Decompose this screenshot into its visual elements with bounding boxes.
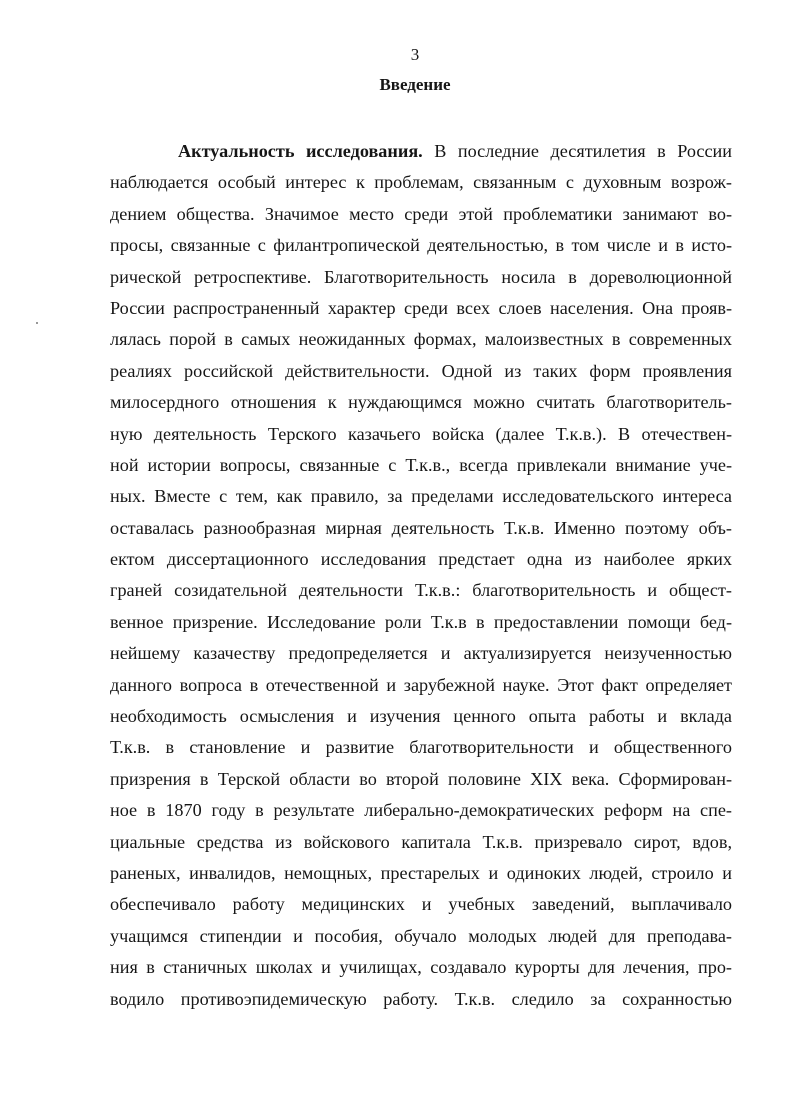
body-text	[110, 136, 732, 1015]
text-line: циальные средства из войскового капитала Т.к.в. призревало сирот, вдов,	[110, 831, 732, 852]
text-line: ную деятельность Терского казачьего войска (далее Т.к.в.). В отечествен-	[110, 423, 732, 444]
text-line: раненых, инвалидов, немощных, престарелых и одиноких людей, строило и	[110, 862, 732, 883]
text-line: Т.к.в. в становление и развитие благотворительности и общественного	[110, 737, 732, 758]
text-line: данного вопроса в отечественной и зарубежной науке. Этот факт определяет	[110, 674, 732, 695]
text-line: ное в 1870 году в результате либерально-демократических реформ на спе-	[110, 800, 732, 821]
lead-phrase: Актуальность исследования.	[178, 141, 423, 161]
text-line: наблюдается особый интерес к проблемам, связанным с духовным возрож-	[110, 172, 732, 193]
text-line: ной истории вопросы, связанные с Т.к.в., всегда привлекали внимание уче-	[110, 454, 732, 475]
text-line: оставалась разнообразная мирная деятельность Т.к.в. Именно поэтому объ-	[110, 517, 732, 538]
text-line: венное призрение. Исследование роли Т.к.в в предоставлении помощи бед-	[110, 611, 732, 632]
first-line-rest: В последние десятилетия в России	[434, 141, 732, 161]
text-line: лялась порой в самых неожиданных формах, малоизвестных в современных	[110, 329, 732, 350]
scan-speck	[36, 322, 38, 324]
text-line: ния в станичных школах и училищах, создавало курорты для лечения, про-	[110, 957, 732, 978]
section-title: Введение	[379, 75, 451, 94]
text-line: просы, связанные с филантропической деятельностью, в том числе и в исто-	[110, 235, 732, 256]
text-line: нейшему казачеству предопределяется и актуализируется неизученностью	[110, 643, 732, 664]
text-line: водило противоэпидемическую работу. Т.к.в. следило за сохранностью	[110, 988, 732, 1009]
text-line: обеспечивало работу медицинских и учебных заведений, выплачивало	[110, 894, 732, 915]
text-line: необходимость осмысления и изучения ценного опыта работы и вклада	[110, 706, 732, 727]
page-number: 3	[410, 45, 420, 64]
text-line: России распространенный характер среди всех слоев населения. Она прояв-	[110, 297, 732, 318]
text-line: реалиях российской действительности. Одной из таких форм проявления	[110, 360, 732, 381]
text-line: рической ретроспективе. Благотворительность носила в дореволюционной	[110, 266, 732, 287]
text-line: призрения в Терской области во второй половине XIX века. Сформирован-	[110, 768, 732, 789]
text-line: ных. Вместе с тем, как правило, за пределами исследовательского интереса	[110, 486, 732, 507]
first-line	[110, 136, 732, 167]
text-line: ектом диссертационного исследования предстает одна из наиболее ярких	[110, 549, 732, 570]
text-line: дением общества. Значимое место среди этой проблематики занимают во-	[110, 203, 732, 224]
text-line: милосердного отношения к нуждающимся можно считать благотворитель-	[110, 392, 732, 413]
text-line: учащимся стипендии и пособия, обучало молодых людей для преподава-	[110, 925, 732, 946]
text-line: граней созидательной деятельности Т.к.в.: благотворительность и общест-	[110, 580, 732, 601]
